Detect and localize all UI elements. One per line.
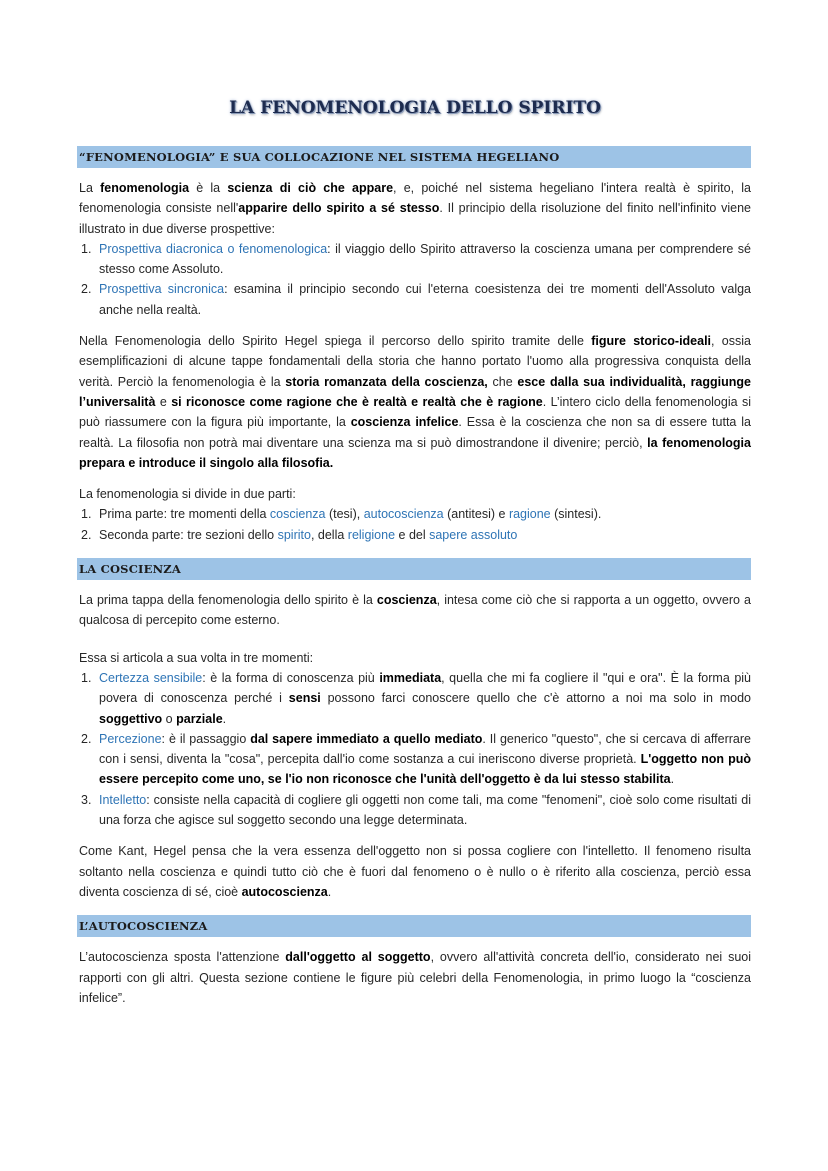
text-run: . L’intero ciclo della fenomenologia si può riassumere con la figura più importante, la	[79, 394, 751, 430]
list-number: 3.	[81, 792, 92, 807]
text-run: (antitesi) e	[443, 507, 509, 522]
text-run: L’autocoscienza sposta l'attenzione	[79, 950, 286, 965]
bold-text: scienza di ciò che appare	[227, 181, 394, 195]
text-run: possono farci conoscere quello che c'è attorno a noi ma solo in modo	[320, 691, 751, 706]
list-item-text	[99, 239, 751, 280]
list-number: 1.	[81, 507, 92, 522]
bold-text: dall'oggetto al soggetto	[285, 950, 431, 965]
bold-text: dal sapere immediato a quello mediato	[250, 731, 483, 746]
bold-text: coscienza infelice	[350, 415, 459, 430]
bold-text: parziale	[176, 711, 223, 726]
text-run: , e, poiché nel sistema hegeliano l'intera realtà è spirito, la fenomenologia consiste nell'	[79, 181, 752, 216]
bold-text: la fenomenologia prepara e introduce il singolo alla filosofia.	[79, 435, 751, 470]
paragraph	[79, 178, 751, 239]
text-run: Seconda parte: tre sezioni dello	[99, 527, 278, 542]
text-run: .	[670, 772, 675, 787]
key-term: Percezione	[99, 731, 162, 746]
bold-text: sensi	[288, 691, 321, 706]
text-run: La prima tappa della fenomenologia dello spirito è la	[79, 593, 377, 608]
text-run: (tesi),	[325, 507, 364, 522]
text-run: Essa si articola a sua volta in tre momenti:	[79, 650, 314, 665]
list-number: 2.	[81, 282, 92, 297]
page-title: LA FENOMENOLOGIA DELLO SPIRITO	[229, 98, 601, 118]
text-run: è la	[189, 181, 228, 195]
text-run: . Il principio della risoluzione del finito nell'infinito viene illustrato in due diverse prospettive:	[79, 201, 752, 236]
bold-text: fenomenologia	[100, 181, 190, 195]
list-item-text	[99, 504, 751, 524]
section-autocoscienza	[79, 915, 751, 1008]
list-item	[79, 729, 751, 790]
list-item	[79, 525, 751, 545]
text-run: .	[327, 884, 332, 899]
text-run: , ossia esemplificazioni di alcune tappe fondamentali della storia che hanno portato l'uomo alla progressiva conquista della verità. Perciò la fenomenologia è la	[79, 334, 751, 389]
bold-text: apparire dello spirito a sé stesso	[238, 201, 440, 216]
numbered-list	[79, 239, 751, 320]
list-item-text	[99, 790, 751, 831]
text-run: o	[162, 711, 177, 726]
key-term: religione	[347, 527, 396, 542]
bold-text: autocoscienza	[241, 884, 328, 899]
paragraph	[79, 841, 751, 902]
key-term: spirito	[277, 527, 311, 542]
section-coscienza	[79, 558, 751, 902]
text-run: : consiste nella capacità di cogliere gli oggetti non come tali, ma come "fenomeni", cioè solo come risultati di una forza che agisce sul soggetto secondo una legge determinata.	[99, 792, 751, 828]
numbered-list	[79, 504, 751, 545]
text-run: La fenomenologia si divide in due parti:	[79, 487, 296, 502]
text-run: (sintesi).	[550, 507, 602, 522]
section-fenomenologia	[79, 146, 751, 545]
list-item-text	[99, 668, 751, 729]
text-run: : il viaggio dello Spirito attraverso la coscienza umana per comprendere sé stesso come Assoluto.	[99, 241, 751, 277]
text-run: Nella Fenomenologia dello Spirito Hegel spiega il percorso dello spirito tramite delle	[79, 334, 592, 349]
list-item-text	[99, 279, 751, 320]
bold-text: coscienza	[376, 593, 437, 608]
paragraph	[79, 484, 751, 504]
text-run: , della	[310, 527, 348, 542]
key-term: autocoscienza	[363, 507, 444, 522]
section-heading: “FENOMENOLOGIA” E SUA COLLOCAZIONE NEL SISTEMA HEGELIANO	[77, 146, 751, 168]
text-run: : esamina il principio secondo cui l'eterna coesistenza dei tre momenti dell'Assoluto valga anche nella realtà.	[99, 282, 751, 317]
text-run: . Essa è la coscienza che non sa di essere tutta la realtà. La filosofia non potrà mai diventare una scienza ma si può dimostrandone il divenire; perciò,	[79, 415, 751, 450]
list-item	[79, 504, 751, 524]
text-run: , ovvero all'attività concreta dell'io, considerato nei suoi rapporti con gli altri. Questa sezione contiene le figure più celebri della Fenomenologia, in primo luogo la “coscienza infelice”.	[79, 950, 751, 1005]
bold-text: soggettivo	[99, 711, 163, 726]
bold-text: esce dalla sua individualità, raggiunge l’universalità	[79, 374, 751, 409]
text-run: e del	[395, 527, 430, 542]
key-term: ragione	[508, 507, 551, 522]
text-run: La	[79, 181, 101, 195]
text-run: che	[487, 374, 518, 389]
bold-text: L'oggetto non può essere percepito come uno, se l'io non riconosce che l'unità dell'oggetto è da lui stesso stabilita	[99, 752, 752, 787]
text-run: , intesa come ciò che si rapporta a un oggetto, ovvero a qualcosa di percepito come esterno.	[79, 593, 751, 628]
paragraph	[79, 947, 751, 1008]
key-term: Prospettiva diacronica o fenomenologica	[99, 241, 328, 256]
list-item	[79, 279, 751, 320]
list-item	[79, 239, 751, 280]
text-run: , quella che mi fa cogliere il "qui e ora". È la forma più povera di conoscenza perché i	[99, 670, 751, 706]
text-run: : è la forma di conoscenza più	[202, 670, 380, 685]
bold-text: figure storico-ideali	[591, 334, 712, 349]
key-term: sapere assoluto	[429, 527, 518, 542]
document-page	[79, 96, 751, 1019]
key-term: coscienza	[269, 507, 326, 522]
key-term: Prospettiva sincronica	[99, 282, 225, 297]
paragraph	[79, 590, 751, 631]
list-item-text	[99, 729, 751, 790]
list-item-text	[99, 525, 751, 545]
paragraph	[79, 648, 751, 668]
list-number: 2.	[81, 527, 92, 542]
text-run: .	[222, 711, 227, 726]
key-term: Intelletto	[99, 792, 147, 807]
bold-text: storia romanzata della coscienza,	[285, 374, 488, 389]
list-number: 1.	[81, 241, 92, 256]
text-run: : è il passaggio	[161, 731, 251, 746]
bold-text: si riconosce come ragione che è realtà e realtà che è ragione	[171, 394, 543, 409]
text-run: Come Kant, Hegel pensa che la vera essenza dell'oggetto non si possa cogliere con l'intelletto. Il fenomeno risulta soltanto nella coscienza e quindi tutto ciò che è fuori dal fenomeno o è nullo o è riferito alla coscienza, perciò essa diventa coscienza di sé, cioè	[79, 844, 751, 899]
list-number: 1.	[81, 670, 92, 685]
list-item	[79, 790, 751, 831]
section-heading: LA COSCIENZA	[77, 558, 751, 580]
bold-text: immediata	[379, 670, 442, 685]
section-heading: L’AUTOCOSCIENZA	[77, 915, 751, 937]
list-number: 2.	[81, 731, 92, 746]
key-term: Certezza sensibile	[99, 670, 203, 685]
text-run: e	[155, 394, 172, 409]
paragraph	[79, 331, 751, 473]
text-run: Prima parte: tre momenti della	[99, 507, 270, 522]
text-run: . Il generico "questo", che si cercava di afferrare con i sensi, diventa la "cosa", percepita dall'io come sostanza a cui ineriscono diverse proprietà.	[99, 731, 751, 767]
numbered-list	[79, 668, 751, 830]
list-item	[79, 668, 751, 729]
